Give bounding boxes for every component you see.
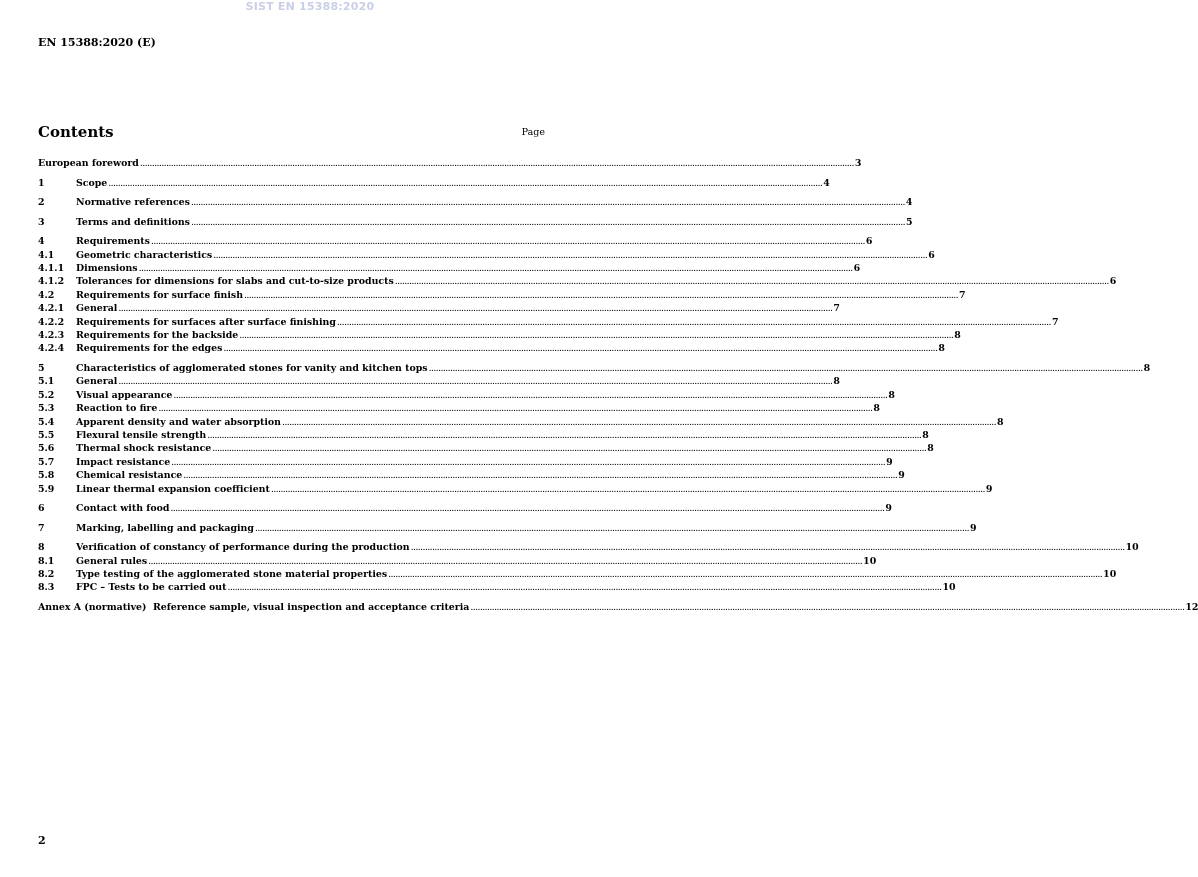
toc-entry-number: 4.2 [38, 289, 55, 301]
page-column-label: Page [521, 127, 545, 138]
toc-entry-page: 8 [888, 389, 895, 401]
toc-entry-page: 6 [1109, 276, 1117, 288]
toc-entry-page: 3 [854, 158, 862, 169]
dot-leader: ............................................................................................................................................................................................................................................................................................................ [410, 542, 1125, 554]
toc-entry-title: Type testing of the agglomerated stone material properties [76, 569, 388, 581]
toc-entry-number: 8.3 [38, 582, 55, 594]
toc-entry-page: 10 [1125, 542, 1139, 554]
dot-leader: ............................................................................................................................................................................................................................................................................................................ [171, 456, 886, 468]
toc-entry-number: 4.1 [38, 249, 55, 261]
toc-entry-page: 12 [1185, 602, 1198, 614]
toc-entry-number: 1 [38, 177, 45, 189]
toc-entry[interactable] [38, 502, 892, 515]
toc-entry-number: 8 [38, 542, 45, 554]
toc-entry-title: Chemical resistance [76, 470, 183, 482]
toc-entry[interactable] [38, 249, 935, 262]
toc-entry[interactable] [38, 362, 1151, 375]
toc-entry-number: 5.8 [38, 470, 55, 482]
toc-entry[interactable] [38, 196, 913, 209]
dot-leader: ............................................................................................................................................................................................................................................................................................................ [244, 289, 959, 301]
dot-leader: ............................................................................................................................................................................................................................................................................................................ [470, 602, 1185, 614]
toc-entry[interactable] [38, 375, 840, 388]
toc-entry-title: Normative references [76, 197, 190, 209]
dot-leader: ............................................................................................................................................................................................................................................................................................................ [170, 503, 885, 515]
toc-entry-title: European foreword [38, 158, 139, 169]
toc-entry[interactable] [38, 581, 956, 594]
toc-entry[interactable] [38, 177, 830, 190]
toc-entry-page: 6 [865, 236, 873, 248]
toc-entry[interactable] [38, 289, 966, 302]
toc-entry-page: 7 [833, 303, 840, 315]
toc-entry[interactable] [38, 568, 1117, 581]
toc-entry-page: 10 [942, 582, 956, 594]
toc-entry-number: 4.2.1 [38, 303, 65, 315]
toc-entry-number: 5.2 [38, 389, 55, 401]
dot-leader: ............................................................................................................................................................................................................................................................................................................ [281, 416, 996, 428]
toc-entry-page: 7 [959, 289, 966, 301]
toc-entry-title: Apparent density and water absorption [76, 416, 281, 428]
toc-entry-title: General [76, 303, 118, 315]
toc-entry-page: 8 [833, 376, 840, 388]
toc-entry-number: 5.1 [38, 376, 55, 388]
toc-entry-number: 5.6 [38, 443, 55, 455]
toc-entry-page: 10 [1103, 569, 1117, 581]
toc-entry[interactable] [38, 541, 1139, 554]
toc-entry[interactable] [38, 429, 929, 442]
toc-entry-number: 5.3 [38, 403, 55, 415]
toc-entry-number: 8.1 [38, 555, 55, 567]
toc-entry-number: 5.5 [38, 429, 55, 441]
toc-entry-number: 2 [38, 197, 45, 209]
dot-leader: ............................................................................................................................................................................................................................................................................................................ [173, 389, 888, 401]
toc-entry-page: 8 [927, 443, 934, 455]
dot-leader: ............................................................................................................................................................................................................................................................................................................ [118, 303, 833, 315]
toc-entry-title: Requirements for surface finish [76, 289, 244, 301]
dot-leader: ............................................................................................................................................................................................................................................................................................................ [428, 363, 1143, 375]
toc-entry-title: Annex A (normative) Reference sample, visual inspection and acceptance criteria [38, 602, 470, 614]
dot-leader: ............................................................................................................................................................................................................................................................................................................ [148, 555, 863, 567]
toc-entry-number: 4.2.2 [38, 316, 65, 328]
toc-entry[interactable] [38, 302, 840, 315]
toc-entry-page: 9 [886, 456, 893, 468]
toc-entry-page: 8 [954, 330, 961, 342]
document-id: EN 15388:2020 (E) [38, 36, 156, 49]
toc-entry-number: 4.1.2 [38, 276, 65, 288]
toc-entry[interactable] [38, 329, 961, 342]
dot-leader: ............................................................................................................................................................................................................................................................................................................ [139, 158, 854, 169]
table-of-contents [38, 157, 1198, 614]
dot-leader: ............................................................................................................................................................................................................................................................................................................ [183, 470, 898, 482]
toc-entry-page: 10 [863, 555, 877, 567]
toc-entry-number: 5.4 [38, 416, 55, 428]
toc-entry[interactable] [38, 456, 893, 469]
toc-entry-title: General [76, 376, 118, 388]
toc-entry-page: 8 [996, 416, 1004, 428]
toc-entry-title: Dimensions [76, 263, 138, 275]
toc-entry-page: 4 [823, 177, 830, 189]
dot-leader: ............................................................................................................................................................................................................................................................................................................ [108, 177, 823, 189]
toc-entry-page: 8 [873, 403, 880, 415]
toc-entry-page: 9 [969, 522, 977, 534]
toc-entry-page: 9 [885, 503, 892, 515]
toc-entry-page: 8 [922, 429, 929, 441]
dot-leader: ............................................................................................................................................................................................................................................................................................................ [239, 330, 954, 342]
toc-entry-title: Requirements for the edges [76, 343, 223, 355]
toc-entry[interactable] [38, 483, 993, 496]
dot-leader: ............................................................................................................................................................................................................................................................................................................ [394, 276, 1109, 288]
toc-entry-title: Marking, labelling and packaging [76, 522, 254, 534]
dot-leader: ............................................................................................................................................................................................................................................................................................................ [213, 249, 928, 261]
toc-entry[interactable] [38, 389, 895, 402]
toc-entry-number: 5.7 [38, 456, 55, 468]
toc-entry-title: Visual appearance [76, 389, 173, 401]
toc-entry-title: Geometric characteristics [76, 249, 213, 261]
toc-entry-title: Requirements [76, 236, 150, 248]
contents-heading: Contents [38, 123, 114, 141]
toc-entry-number: 4.2.4 [38, 343, 65, 355]
toc-entry[interactable] [38, 342, 945, 355]
toc-entry-number: 5.9 [38, 483, 55, 495]
toc-entry[interactable] [38, 522, 977, 535]
dot-leader: ............................................................................................................................................................................................................................................................................................................ [270, 483, 985, 495]
dot-leader: ............................................................................................................................................................................................................................................................................................................ [388, 569, 1103, 581]
dot-leader: ............................................................................................................................................................................................................................................................................................................ [138, 263, 853, 275]
toc-entry-title: Reaction to fire [76, 403, 158, 415]
toc-entry-title: FPC – Tests to be carried out [76, 582, 227, 594]
toc-entry-title: Characteristics of agglomerated stones for vanity and kitchen tops [76, 363, 428, 375]
toc-entry-page: 4 [905, 197, 913, 209]
toc-entry-number: 3 [38, 216, 45, 228]
toc-entry-title: Verification of constancy of performance during the production [76, 542, 410, 554]
toc-entry-title: Tolerances for dimensions for slabs and cut-to-size products [76, 276, 394, 288]
toc-entry-title: Impact resistance [76, 456, 171, 468]
toc-entry-number: 4.2.3 [38, 330, 65, 342]
toc-entry-title: Terms and definitions [76, 216, 190, 228]
toc-entry-number: 8.2 [38, 569, 55, 581]
toc-entry-page: 7 [1051, 316, 1059, 328]
toc-entry[interactable] [38, 402, 880, 415]
toc-entry[interactable] [38, 157, 862, 170]
toc-entry-page: 9 [898, 470, 905, 482]
dot-leader: ............................................................................................................................................................................................................................................................................................................ [227, 582, 942, 594]
dot-leader: ............................................................................................................................................................................................................................................................................................................ [223, 343, 938, 355]
toc-entry-number: 7 [38, 522, 45, 534]
toc-entry-number: 5 [38, 363, 45, 375]
dot-leader: ............................................................................................................................................................................................................................................................................................................ [118, 376, 833, 388]
toc-entry[interactable] [38, 316, 1059, 329]
dot-leader: ............................................................................................................................................................................................................................................................................................................ [158, 403, 873, 415]
page-number: 2 [38, 834, 46, 847]
toc-entry[interactable] [38, 262, 861, 275]
toc-entry-page: 6 [928, 249, 935, 261]
toc-entry-title: Contact with food [76, 503, 170, 515]
toc-entry-page: 5 [905, 216, 913, 228]
toc-entry-page: 8 [1143, 363, 1151, 375]
toc-entry-title: Requirements for the backside [76, 330, 239, 342]
watermark: SIST EN 15388:2020 [245, 0, 375, 13]
toc-entry-page: 6 [853, 263, 861, 275]
dot-leader: ............................................................................................................................................................................................................................................................................................................ [190, 216, 905, 228]
dot-leader: ............................................................................................................................................................................................................................................................................................................ [207, 429, 922, 441]
toc-entry[interactable] [38, 601, 1198, 614]
toc-entry-page: 9 [985, 483, 993, 495]
toc-entry[interactable] [38, 469, 905, 482]
toc-entry-page: 8 [938, 343, 945, 355]
toc-entry-number: 4 [38, 236, 45, 248]
toc-entry-number: 6 [38, 503, 45, 515]
toc-entry[interactable] [38, 416, 1004, 429]
toc-entry-title: Scope [76, 177, 108, 189]
toc-entry-title: Thermal shock resistance [76, 443, 212, 455]
toc-entry[interactable] [38, 555, 877, 568]
toc-entry-title: Linear thermal expansion coefficient [76, 483, 270, 495]
toc-entry-title: Flexural tensile strength [76, 429, 207, 441]
toc-entry[interactable] [38, 442, 934, 455]
toc-entry-number: 4.1.1 [38, 263, 65, 275]
dot-leader: ............................................................................................................................................................................................................................................................................................................ [212, 443, 927, 455]
toc-entry[interactable] [38, 235, 873, 248]
toc-entry[interactable] [38, 216, 913, 229]
dot-leader: ............................................................................................................................................................................................................................................................................................................ [150, 236, 865, 248]
dot-leader: ............................................................................................................................................................................................................................................................................................................ [336, 316, 1051, 328]
toc-entry-title: General rules [76, 555, 148, 567]
toc-entry[interactable] [38, 275, 1117, 288]
dot-leader: ............................................................................................................................................................................................................................................................................................................ [254, 522, 969, 534]
toc-entry-title: Requirements for surfaces after surface finishing [76, 316, 336, 328]
dot-leader: ............................................................................................................................................................................................................................................................................................................ [190, 197, 905, 209]
